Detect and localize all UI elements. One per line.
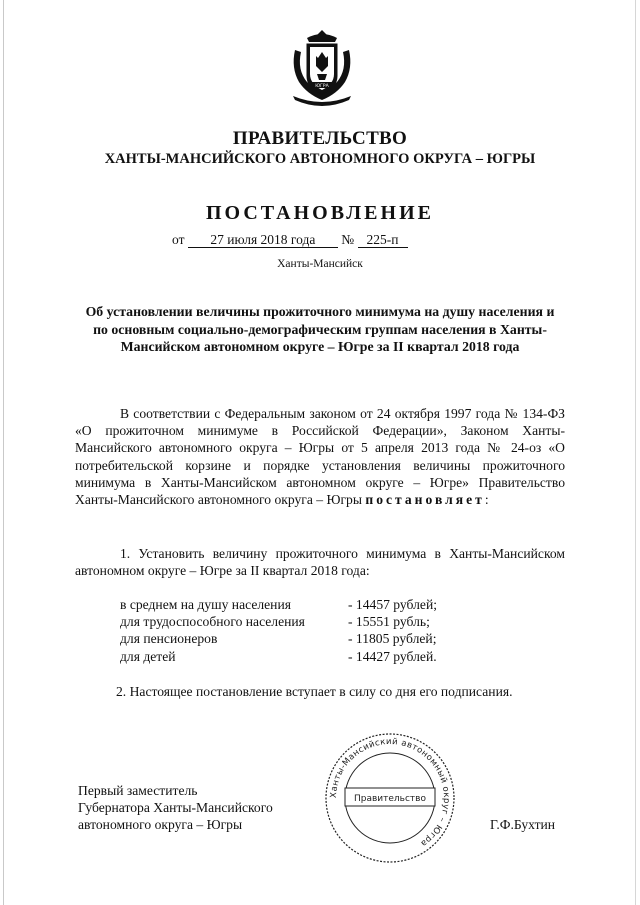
amount-value: - 14427 рублей. <box>348 648 437 664</box>
date-number-line <box>172 232 408 248</box>
number-prefix: № <box>341 232 355 247</box>
document-type-heading: ПОСТАНОВЛЕНИЕ <box>206 202 434 224</box>
signer-position-line3: автономного округа – Югры <box>78 817 243 833</box>
document-title: Об установлении величины прожиточного минимума на душу населения и по основным социально-демографическим группам населения в Ханты-Мансийском автономном округе – Югре за II квартал 2018 года <box>85 304 555 354</box>
seal-ring-text: Ханты-Мансийский автономный округ – Югра <box>328 736 452 849</box>
signer-position-line1: Первый заместитель <box>78 783 198 798</box>
amount-row <box>120 613 437 630</box>
emblem-text: ЮГРА <box>315 84 329 89</box>
coat-of-arms-emblem <box>287 28 357 110</box>
document-date: 27 июля 2018 года <box>188 232 338 248</box>
org-name-line2: ХАНТЫ-МАНСИЙСКОГО АВТОНОМНОГО ОКРУГА – ЮГРЫ <box>104 151 536 167</box>
subsistence-amounts-list <box>120 596 437 665</box>
amount-row <box>120 648 437 665</box>
clause-1 <box>75 545 565 579</box>
amount-value: - 11805 рублей; <box>348 631 437 647</box>
amount-label: для трудоспособного населения <box>120 614 305 630</box>
preamble-text: В соответствии с Федеральным законом от 24 октября 1997 года № 134-ФЗ «О прожиточном минимуме в Российской Федерации», Законом Ханты-Мансийского автономного округа – Югры от 5 апреля 2013 года № 24-оз «О потребительской корзине и порядке установления величины прожиточного минимума в Ханты-Мансийском автономном округе – Югре» Правительство Ханты-Мансийского автономного округа – Югры <box>75 406 565 508</box>
date-prefix: от <box>172 232 185 247</box>
preamble-end: : <box>484 492 489 508</box>
amount-row <box>120 596 437 613</box>
city-name: Ханты-Мансийск <box>277 258 363 270</box>
document-number: 225-п <box>358 232 408 248</box>
amount-label: в среднем на душу населения <box>120 597 291 612</box>
clause-1-text: 1. Установить величину прожиточного минимума в Ханты-Мансийском автономном округе – Югре за II квартал 2018 года: <box>75 546 565 579</box>
clause-2: 2. Настоящее постановление вступает в силу со дня его подписания. <box>116 684 513 699</box>
amount-value: - 14457 рублей; <box>348 597 437 612</box>
official-seal-stamp <box>322 730 458 866</box>
signer-position <box>78 782 273 834</box>
resolution-verb: постановляет <box>365 492 485 508</box>
amount-value: - 15551 рубль; <box>348 614 430 630</box>
amount-label: для детей <box>120 648 176 664</box>
signer-name: Г.Ф.Бухтин <box>490 817 556 832</box>
preamble-paragraph <box>75 405 565 508</box>
seal-center-text: Правительство <box>354 794 426 804</box>
signer-position-line2: Губернатора Ханты-Мансийского <box>78 800 273 816</box>
org-name-line1: ПРАВИТЕЛЬСТВО <box>232 128 408 149</box>
amount-label: для пенсионеров <box>120 631 218 647</box>
amount-row <box>120 630 437 647</box>
